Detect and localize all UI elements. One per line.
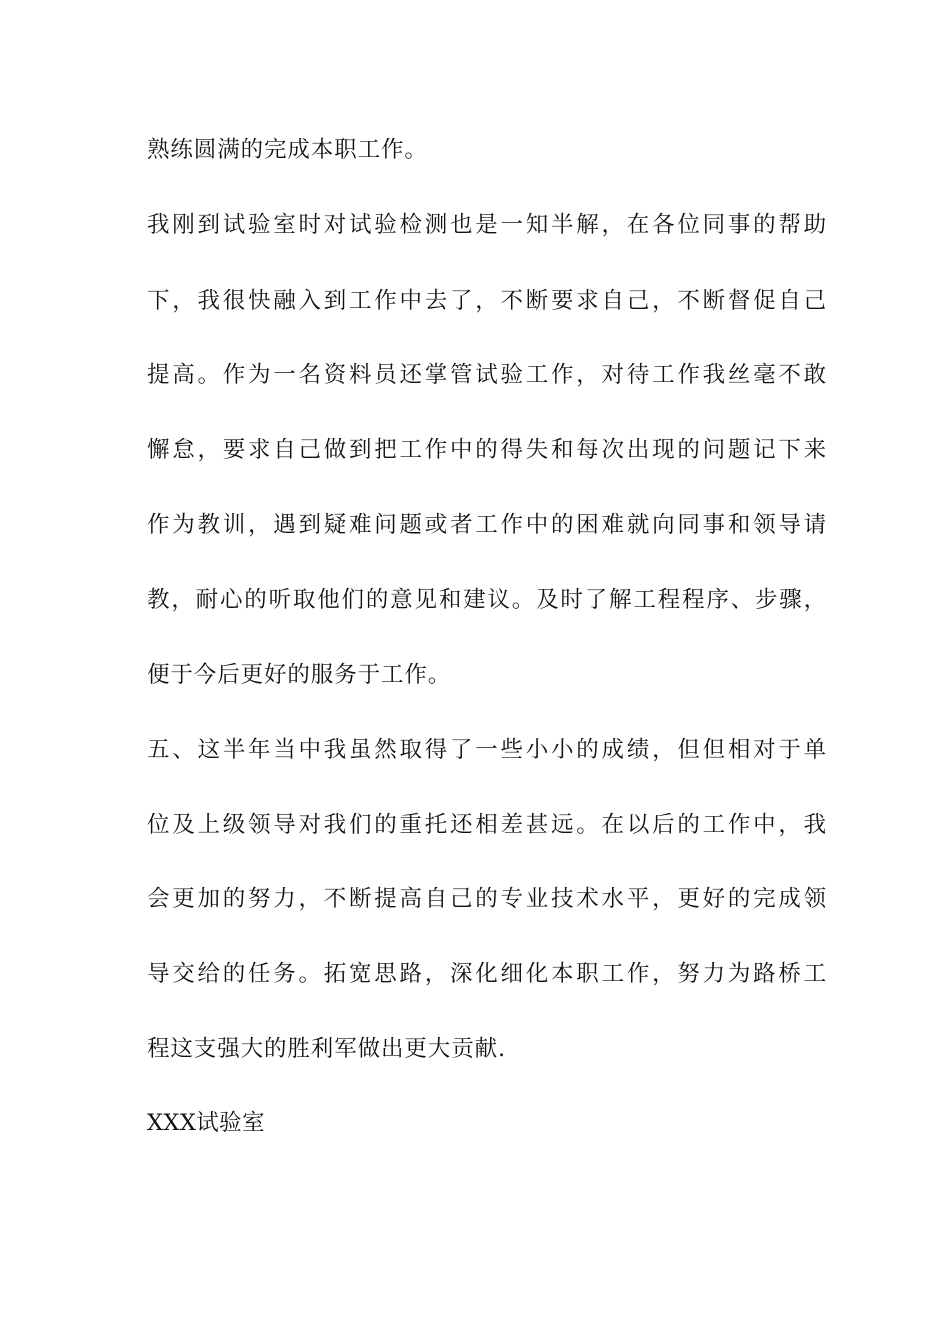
paragraph-line: 教，耐心的听取他们的意见和建议。及时了解工程程序、步骤， (147, 587, 827, 613)
paragraph-line: 下，我很快融入到工作中去了，不断要求自己，不断督促自己 (147, 288, 827, 314)
paragraph-line: 我刚到试验室时对试验检测也是一知半解，在各位同事的帮助 (147, 212, 827, 238)
paragraph-line: 会更加的努力，不断提高自己的专业技术水平，更好的完成领 (147, 886, 827, 912)
paragraph-line: 五、这半年当中我虽然取得了一些小小的成绩，但但相对于单 (147, 737, 827, 763)
paragraph-line: 熟练圆满的完成本职工作。 (147, 137, 428, 163)
signature-line: XXX试验室 (147, 1110, 265, 1136)
paragraph-line: 作为教训，遇到疑难问题或者工作中的困难就向同事和领导请 (147, 512, 827, 538)
paragraph-line: 程这支强大的胜利军做出更大贡献. (147, 1036, 507, 1062)
paragraph-line: 提高。作为一名资料员还掌管试验工作，对待工作我丝毫不敢 (147, 362, 827, 388)
paragraph-line: 位及上级领导对我们的重托还相差甚远。在以后的工作中，我 (147, 812, 827, 838)
paragraph-line: 导交给的任务。拓宽思路，深化细化本职工作，努力为路桥工 (147, 961, 827, 987)
paragraph-line: 懈怠，要求自己做到把工作中的得失和每次出现的问题记下来 (147, 437, 827, 463)
paragraph-line: 便于今后更好的服务于工作。 (147, 662, 452, 688)
